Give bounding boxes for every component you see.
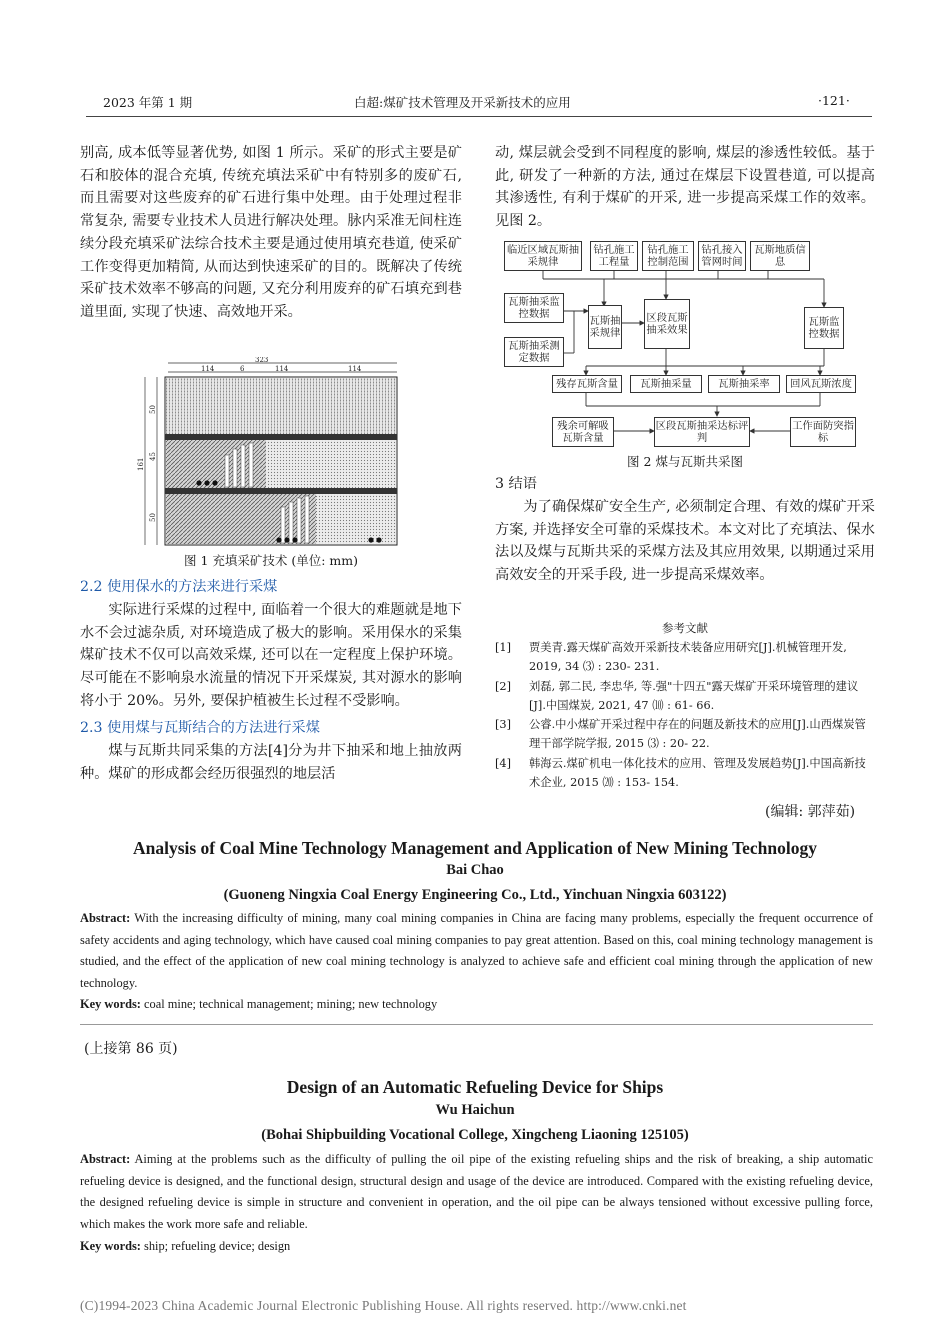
fig1-dim-c: 114	[348, 365, 362, 373]
flow-box-gas-monitor-data: 瓦斯监控数据	[804, 307, 844, 349]
flow-box-standard-evaluation: 区段瓦斯抽采达标评判	[654, 417, 750, 447]
flow-box-return-air: 回风瓦斯浓度	[786, 375, 856, 393]
english-title-1: Analysis of Coal Mine Technology Management and Application of New Mining Technology	[132, 838, 818, 858]
figure-2-caption: 图 2 煤与瓦斯共采图	[627, 454, 743, 469]
flow-box-gas-law: 瓦斯抽采规律	[588, 305, 622, 349]
figure-1	[135, 357, 407, 547]
fig1-dim-total: 323	[255, 357, 269, 364]
section-2-2-paragraph: 实际进行采煤的过程中, 面临着一个很大的难题就是地下水不会过滤杂质, 对环境造成了极大的影响。采用保水的采集煤矿技术不仅可以高效采煤, 还可以在一定程度上保护环境。尽可能在不影响泉水流量的情况下开采煤炭, 其对源水的影响将小于 20%。另外, 要保护植被生长过程不受影响。	[80, 602, 462, 709]
fig1-dim-left-c: 50	[149, 513, 157, 522]
flow-box-gas-geology: 瓦斯地质信息	[750, 241, 810, 271]
right-paragraph-1: 动, 煤层就会受到不同程度的影响, 煤层的渗透性较低。基于此, 研发了一种新的方法, 通过在煤层下设置巷道, 可以提高其渗透性, 有利于煤矿的开采, 进一步提高采煤工作的效率。见图 2。	[495, 145, 875, 230]
reference-2: [2] 刘磊, 郭二民, 李忠华, 等.强"十四五"露天煤矿开采环境管理的建议[J].中国煤炭, 2021, 47 ⑽ : 61- 66.	[495, 679, 859, 712]
copyright-footer: (C)1994-2023 China Academic Journal Electronic Publishing House. All rights reserved. http://www.cnki.net	[80, 1298, 687, 1313]
left-column	[80, 142, 462, 324]
section-2-3-body	[80, 740, 462, 785]
section-2-2-body	[80, 599, 462, 713]
flow-box-drilling-range: 钻孔施工控制范围	[642, 241, 694, 271]
fig1-dim-a: 114	[201, 365, 215, 373]
section-divider	[80, 1024, 873, 1025]
flow-box-extraction-amount: 瓦斯抽采量	[630, 375, 702, 393]
figure-1-caption: 图 1 充填采矿技术 (单位: mm)	[183, 553, 359, 568]
fig1-dim-left-a: 50	[149, 405, 157, 414]
fig1-dim-b: 114	[275, 365, 289, 373]
flow-box-residual-gas: 残存瓦斯含量	[552, 375, 622, 393]
header-page: ·121·	[818, 93, 850, 108]
reference-1: [1] 贾美青.露天煤矿高效开采新技术装备应用研究[J].机械管理开发, 2019, 34 ⑶ : 230- 231.	[495, 641, 847, 674]
section-2-3-paragraph: 煤与瓦斯共同采集的方法[4]分为井下抽采和地上抽放两种。煤矿的形成都会经历很强烈的地层活	[80, 743, 462, 782]
header-issue: 2023 年第 1 期	[103, 95, 193, 110]
fig1-dim-left-total: 161	[137, 457, 145, 471]
fig1-dim-left-b: 45	[149, 452, 157, 461]
english-keywords-1: Key words: coal mine; technical management; mining; new technology	[80, 997, 438, 1011]
section-3-title: 3 结语	[495, 476, 537, 492]
fig1-dim-gap: 6	[240, 365, 245, 373]
english-author-2: Wu Haichun	[435, 1102, 515, 1118]
flow-box-monitoring-data: 瓦斯抽采监控数据	[504, 293, 564, 323]
english-affiliation-1: (Guoneng Ningxia Coal Energy Engineering Co., Ltd., Yinchuan Ningxia 603122)	[223, 887, 727, 903]
english-author-1: Bai Chao	[446, 862, 504, 878]
references-title: 参考文献	[662, 621, 708, 635]
section-3-body	[495, 496, 875, 587]
english-keywords-2: Key words: ship; refueling device; design	[80, 1239, 291, 1253]
figure-1-drawing	[135, 357, 407, 547]
english-title-2: Design of an Automatic Refueling Device for Ships	[286, 1077, 664, 1097]
flow-box-drilling-connect-time: 钻孔接入管网时间	[698, 241, 746, 271]
flow-box-section-effect: 区段瓦斯抽采效果	[644, 299, 690, 349]
flow-box-extraction-rate: 瓦斯抽采率	[708, 375, 780, 393]
flow-box-outburst-index: 工作面防突指标	[790, 417, 856, 447]
section-3-paragraph: 为了确保煤矿安全生产, 必须制定合理、有效的煤矿开采方案, 并选择安全可靠的采煤技术。本文对比了充填法、保水法以及煤与瓦斯共采的采煤方法及其应用效果, 以期通过采用高效安全的开采手段, 进一步提高采煤效率。	[495, 499, 875, 584]
left-paragraph-1: 别高, 成本低等显著优势, 如图 1 所示。采矿的形式主要是矿石和胶体的混合充填, 传统充填法采矿中有特别多的废矿石, 而且需要对这些废弃的矿石进行集中处理。由于处理过程非常复杂, 需要专业技术人员进行解决处理。脉内采准无间柱连续分段充填采矿法综合技术主要是通过使用填充巷道, 使采矿工作变得更加精简, 从而达到快速采矿的目的。既解决了传统采矿技术效率不够高的问题, 又充分利用废弃的矿石填充到巷道里面, 实现了快速、高效地开采。	[80, 145, 462, 320]
english-abstract-2: Abstract: Aiming at the problems such as the difficulty of pulling the oil pipe of the existing refueling ships and the risk of breaking, a ship automatic refueling device is designed, and the functional design, structural design and usage of the device are introduced. Compared with the existing refueling device, the designed refueling device is simple in structure and convenient in operation, and the oil pipe can be always tensioned without excessive pulling force, which makes the work more safe and reliable.	[80, 1152, 873, 1232]
section-2-3-title: 2.3 使用煤与瓦斯结合的方法进行采煤	[80, 720, 320, 736]
flow-box-nearby-gas-law: 临近区域瓦斯抽采规律	[504, 241, 582, 271]
flow-box-desorbable-gas: 残余可解吸瓦斯含量	[552, 417, 614, 447]
references-list	[495, 638, 875, 792]
english-affiliation-2: (Bohai Shipbuilding Vocational College, Xingcheng Liaoning 125105)	[261, 1127, 689, 1143]
section-2-2-title: 2.2 使用保水的方法来进行采煤	[80, 579, 278, 595]
reference-3: [3] 公睿.中小煤矿开采过程中存在的问题及新技术的应用[J].山西煤炭管理干部学院学报, 2015 ⑶ : 20- 22.	[495, 718, 866, 751]
flow-box-drilling-workload: 钻孔施工工程量	[590, 241, 638, 271]
continued-from: (上接第 86 页)	[84, 1041, 178, 1057]
header-rule	[86, 116, 872, 117]
figure-2	[504, 241, 860, 449]
right-column	[495, 142, 875, 233]
reference-4: [4] 韩海云.煤矿机电一体化技术的应用、管理及发展趋势[J].中国高新技术企业, 2015 ⒇ : 153- 154.	[495, 756, 866, 790]
editor-note: (编辑: 郭萍茹)	[765, 804, 856, 820]
flow-box-measure-data: 瓦斯抽采测定数据	[504, 337, 564, 367]
english-abstract-1: Abstract: With the increasing difficulty of mining, many coal mining companies in China are facing many problems, especially the frequent occurrence of safety accidents and aging technology, which have caused coal mining companies to pay great attention. Based on this, coal mining technology management is studied, and the effect of the application of new coal mining technology is analyzed to achieve safe and efficient coal mining through the application of new technology.	[80, 911, 873, 991]
header-title: 白超:煤矿技术管理及开采新技术的应用	[354, 95, 571, 110]
